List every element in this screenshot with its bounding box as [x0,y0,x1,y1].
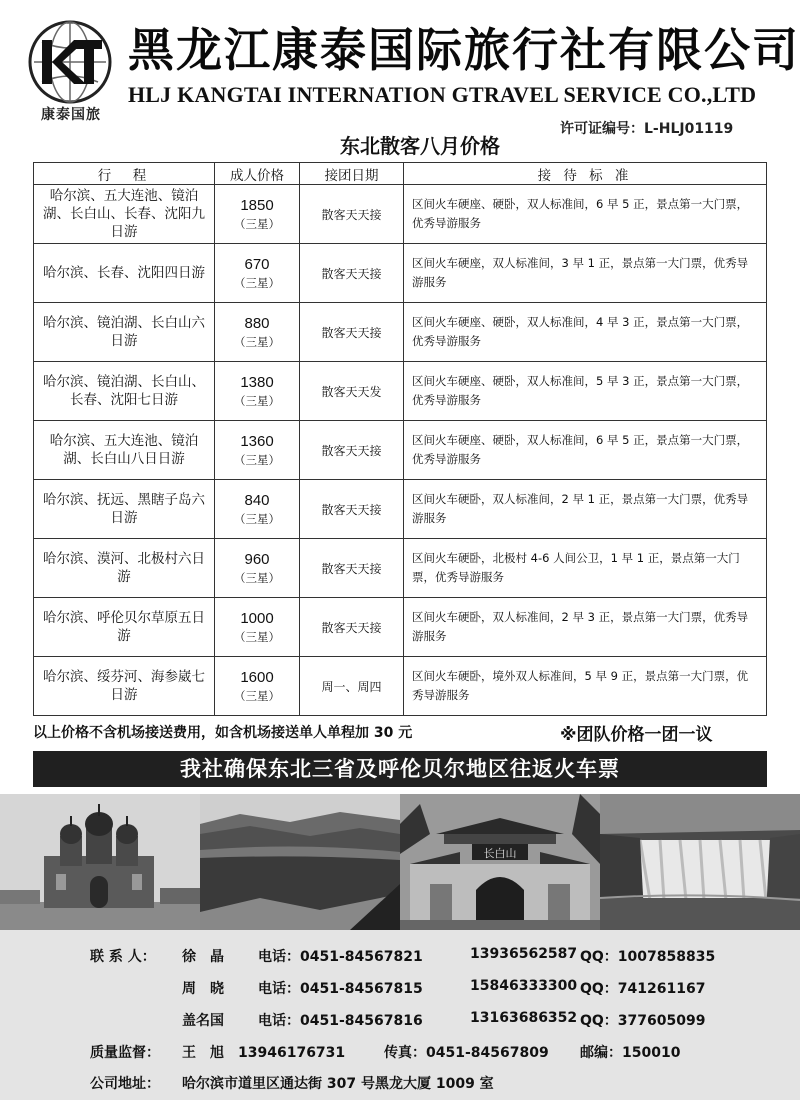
route-cell: 哈尔滨、镜泊湖、长白山六日游 [34,303,215,362]
contact-mobile: 15846333300 [470,978,578,994]
price-cell [215,480,300,539]
contact-qq: QQ：1007858835 [580,949,716,965]
group-price-note: ※团队价格一团一议 [560,725,713,745]
price-cell [215,657,300,716]
date-cell: 散客天天发 [300,362,404,421]
date-cell: 散客天天接 [300,303,404,362]
date-cell: 散客天天接 [300,244,404,303]
standard-cell: 区间火车硬卧，双人标准间，2 早 1 正，景点第一大门票，优秀导游服务 [404,480,767,539]
standard-cell: 区间火车硬座、硬卧，双人标准间，5 早 3 正，景点第一大门票，优秀导游服务 [404,362,767,421]
church-image [0,794,200,930]
supervisor-label: 质量监督： [90,1045,160,1061]
price-cell [215,185,300,244]
contact-name: 徐 晶 [182,949,224,965]
route-cell: 哈尔滨、呼伦贝尔草原五日游 [34,598,215,657]
contact-section [0,930,800,1100]
company-logo-icon [28,20,112,104]
page-subtitle: 东北散客八月价格 [340,134,500,158]
hotel-level: （三星） [234,217,280,231]
price-value: 1380 [240,374,274,391]
photo-changbaishan-gate [400,794,600,930]
date-cell: 周一、周四 [300,657,404,716]
logo-caption: 康泰国旅 [41,107,101,123]
route-cell: 哈尔滨、漠河、北极村六日游 [34,539,215,598]
hotel-level: （三星） [234,630,280,644]
contact-phone: 电话：0451-84567821 [258,949,423,965]
hotel-level: （三星） [234,394,280,408]
date-cell: 散客天天接 [300,598,404,657]
hotel-level: （三星） [234,276,280,290]
contact-name: 周 晓 [182,981,224,997]
postcode: 邮编：150010 [580,1045,681,1061]
header [0,0,800,137]
contact-name: 盖名国 [182,1013,224,1029]
company-name-cn: 黑龙江康泰国际旅行社有限公司 [128,23,800,77]
address-label: 公司地址： [90,1076,160,1092]
table-row [34,303,767,362]
table-row [34,244,767,303]
fax-number: 传真：0451-84567809 [384,1045,549,1061]
price-value: 880 [244,315,270,332]
col-header-price: 成人价格 [215,163,300,185]
license-number: 许可证编号：L-HLJ01119 [560,121,734,137]
supervisor-contact: 王 旭 13946176731 [182,1045,346,1061]
col-header-date: 接团日期 [300,163,404,185]
photo-tianchi-lake [200,794,400,930]
date-cell: 散客天天接 [300,421,404,480]
route-cell: 哈尔滨、绥芬河、海参崴七日游 [34,657,215,716]
price-table [33,162,767,716]
waterfall-image [600,794,800,930]
price-value: 670 [244,256,270,273]
standard-cell: 区间火车硬座、硬卧，双人标准间，6 早 5 正，景点第一大门票，优秀导游服务 [404,185,767,244]
date-cell: 散客天天接 [300,480,404,539]
col-header-route: 行 程 [34,163,215,185]
hotel-level: （三星） [234,453,280,467]
price-value: 1600 [240,669,274,686]
hotel-level: （三星） [234,335,280,349]
lake-image [200,794,400,930]
photo-waterfall [600,794,800,930]
table-row [34,421,767,480]
gate-image [400,794,600,930]
hotel-level: （三星） [234,571,280,585]
table-row [34,480,767,539]
price-note: 以上价格不含机场接送费用，如含机场接送单人单程加 30 元 [33,725,413,741]
contact-mobile: 13163686352 [470,1010,578,1026]
price-value: 840 [244,492,270,509]
table-row [34,362,767,421]
company-name-en: HLJ KANGTAI INTERNATION GTRAVEL SERVICE CO.,LTD [128,82,757,107]
price-cell [215,598,300,657]
price-value: 960 [244,551,270,568]
date-cell: 散客天天接 [300,185,404,244]
price-cell [215,421,300,480]
contact-phone: 电话：0451-84567816 [258,1013,423,1029]
contact-qq: QQ：741261167 [580,981,706,997]
contact-label: 联 系 人： [90,949,156,965]
contact-mobile: 13936562587 [470,946,578,962]
company-address: 哈尔滨市道里区通达街 307 号黑龙大厦 1009 室 [182,1076,494,1092]
standard-cell: 区间火车硬座、硬卧，双人标准间，4 早 3 正，景点第一大门票，优秀导游服务 [404,303,767,362]
price-cell [215,303,300,362]
hotel-level: （三星） [234,512,280,526]
gate-sign-text: 长白山 [483,847,517,860]
standard-cell: 区间火车硬座，双人标准间，3 早 1 正，景点第一大门票，优秀导游服务 [404,244,767,303]
standard-cell: 区间火车硬座、硬卧，双人标准间，6 早 5 正，景点第一大门票，优秀导游服务 [404,421,767,480]
table-row [34,598,767,657]
standard-cell: 区间火车硬卧，境外双人标准间，5 早 9 正，景点第一大门票，优秀导游服务 [404,657,767,716]
table-row [34,185,767,244]
photo-church [0,794,200,930]
price-cell [215,244,300,303]
table-row [34,657,767,716]
table-header-row [34,163,767,185]
contact-phone: 电话：0451-84567815 [258,981,423,997]
price-cell [215,539,300,598]
table-row [34,539,767,598]
ticket-banner: 我社确保东北三省及呼伦贝尔地区往返火车票 [33,751,767,787]
price-value: 1360 [240,433,274,450]
route-cell: 哈尔滨、抚远、黑瞎子岛六日游 [34,480,215,539]
hotel-level: （三星） [234,689,280,703]
price-value: 1850 [240,197,274,214]
price-value: 1000 [240,610,274,627]
route-cell: 哈尔滨、五大连池、镜泊湖、长白山、长春、沈阳九日游 [34,185,215,244]
contact-qq: QQ：377605099 [580,1013,706,1029]
standard-cell: 区间火车硬卧，北极村 4-6 人间公卫，1 早 1 正，景点第一大门票，优秀导游服务 [404,539,767,598]
price-cell [215,362,300,421]
photo-strip [0,794,800,930]
standard-cell: 区间火车硬卧，双人标准间，2 早 3 正，景点第一大门票，优秀导游服务 [404,598,767,657]
date-cell: 散客天天接 [300,539,404,598]
route-cell: 哈尔滨、长春、沈阳四日游 [34,244,215,303]
route-cell: 哈尔滨、镜泊湖、长白山、长春、沈阳七日游 [34,362,215,421]
col-header-standard: 接 待 标 准 [404,163,767,185]
route-cell: 哈尔滨、五大连池、镜泊湖、长白山八日日游 [34,421,215,480]
